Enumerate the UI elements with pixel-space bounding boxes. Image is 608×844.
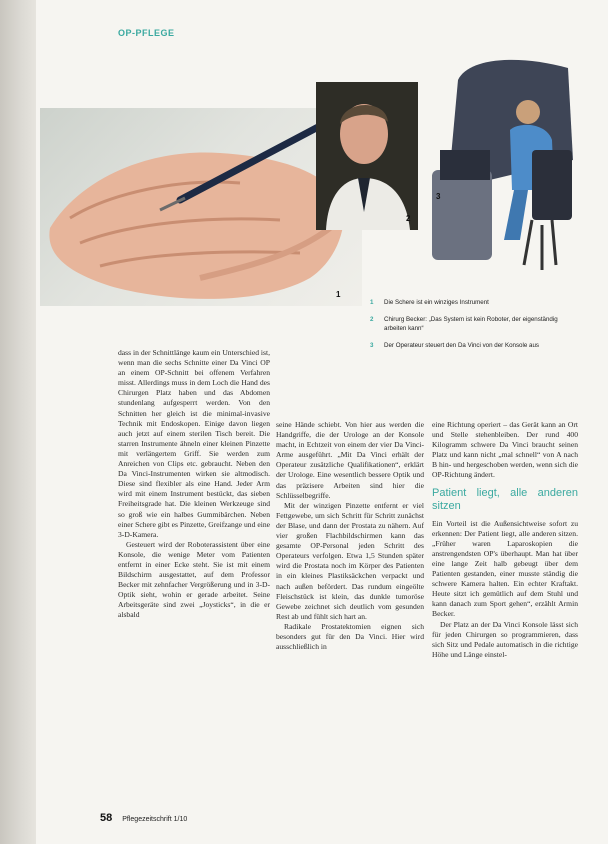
paragraph: Der Platz an der Da Vinci Konsole lässt sich für jeden Chirurgen so programmieren, dass sich Sitz und Pedale automatisch in die richtige Höhe und Länge einstel-: [432, 619, 578, 659]
figure-number-2: 2: [406, 214, 411, 223]
photo-hand-scissors: [40, 108, 362, 306]
photo-console-operator: [428, 40, 578, 290]
paragraph: dass in der Schnittlänge kaum ein Unterschied ist, wenn man die sechs Schnitte einer Da Vinci OP an einem OP-Schnitt bei offenem Verfahren misst. Allerdings muss in dem Loch die Hand des Chirurgen Platz haben und das Abdomen stundenlang aufgesperrt werden. Von den Schnitten her gleich ist die minimal-invasive Technik mit Endoskopen. Einige davon liegen auch jetzt auf einem sterilen Tisch bereit. Die starren Instrumente ähneln einer kleinen Pinzette mit verlängertem Griff. Sie werden zum Anreichen von Clips etc. gebraucht. Neben den Da Vinci-Instrumenten wirken sie altmodisch. Diese sind flexibler als eine Hand. Jeder Arm wird mit einem Instrument bestückt, das sieben Freiheitsgrade hat. Die kleinen Werkzeuge sind so groß wie ein halbes Gummibärchen. Neben einer Schere gibt es Pinzette, Greifzange und eine 3-D-Kamera.: [118, 348, 270, 539]
text-column-3: [432, 420, 578, 660]
section-label: OP-PFLEGE: [118, 28, 175, 38]
text-column-1: [118, 348, 270, 621]
caption-text: Der Operateur steuert den Da Vinci von der Konsole aus: [384, 342, 540, 349]
subheading: Patient liegt, alle anderen sitzen: [432, 486, 578, 512]
paragraph: eine Richtung operiert – das Gerät kann an Ort und Stelle stehenbleiben. Der rund 400 Kilogramm schwere Da Vinci braucht seinen Platz und kann nicht „mal schnell“ von A nach B hin- und hergeschoben werden, wenn sich die OP-Richtung ändert.: [432, 420, 578, 480]
console-illustration: [428, 40, 578, 290]
text-column-2: [276, 420, 424, 652]
page-footer: [100, 812, 187, 824]
figure-number-3: 3: [436, 192, 441, 201]
figure-captions: [370, 298, 580, 358]
paragraph: Gesteuert wird der Roboterassistent über eine Konsole, die wenige Meter vom Patienten entfernt in einer Ecke steht. Sie ist mit einem Bildschirm ausgestattet, auf dem Professor Becker mit zehnfacher Vergrößerung und in 3-D-Optik sieht, wohin er gerade arbeitet. Seine Arbeitsgeräte sind zwei „Joysticks“, in die er alsbald: [118, 539, 270, 620]
figure-number-1: 1: [336, 290, 341, 299]
hand-illustration: [40, 108, 362, 306]
photo-surgeon-portrait: [316, 82, 418, 230]
paragraph: seine Hände schiebt. Von hier aus werden die Handgriffe, die der Urologe an der Konsole macht, in Echtzeit von einem der vier Da Vinci-Arme ausgeführt. „Mit Da Vinci erhält der Operateur zusätzliche Qualifikationen“, erklärt der Urologe. Eine wesentlich bessere Optik und das präzisere Arbeiten sind hier die Schlüsselbegriffe.: [276, 420, 424, 500]
caption-number: 2: [370, 316, 374, 323]
caption-text: Chirurg Becker: „Das System ist kein Roboter, der eigenständig arbeiten kann“: [384, 316, 558, 332]
caption-1: [370, 298, 580, 307]
paragraph: Mit der winzigen Pinzette entfernt er viel Fettgewebe, um sich Schritt für Schritt zunächst der Blase, und dann der Prostata zu nähern. Auf vier großen Flachbildschirmen kann das gesamte OP-Personal jeden Schritt des Operateurs verfolgen. Etwa 1,5 Stunden später wird die Prostata noch im Körper des Patienten in ein kleines Plastiksäckchen verpackt und nach außen befördert. Das rundum eingeölte Fleischstück ist klein, das dunkle tumoröse Gewebe zeichnet sich deutlich vom gesunden Rest ab und fühlt sich hart an.: [276, 500, 424, 621]
caption-number: 3: [370, 342, 374, 349]
portrait-illustration: [316, 82, 418, 230]
caption-text: Die Schere ist ein winziges Instrument: [384, 299, 489, 306]
caption-3: [370, 341, 580, 350]
paragraph: Radikale Prostatektomien eignen sich besonders gut für den Da Vinci. Hier wird ausschließlich in: [276, 621, 424, 652]
binding-gutter: [0, 0, 36, 844]
caption-2: [370, 315, 580, 333]
publication-name: Pflegezeitschrift 1/10: [122, 816, 188, 823]
page-number: 58: [100, 812, 113, 824]
paragraph: Ein Vorteil ist die Außensichtweise sofort zu erkennen: Der Patient liegt, alle anderen sitzen. „Früher waren Laparoskopien die anstrengendsten OP's überhaupt. Man hat über eine lange Zeit halb gebeugt über dem Patienten gestanden, einer musste ständig die schwere Kamera halten. Ein echter Kraftakt. Heute sitzt ich gemütlich auf dem Stuhl und kann danach zum Sport gehen“, erzählt Armin Becker.: [432, 518, 578, 619]
caption-number: 1: [370, 299, 374, 306]
